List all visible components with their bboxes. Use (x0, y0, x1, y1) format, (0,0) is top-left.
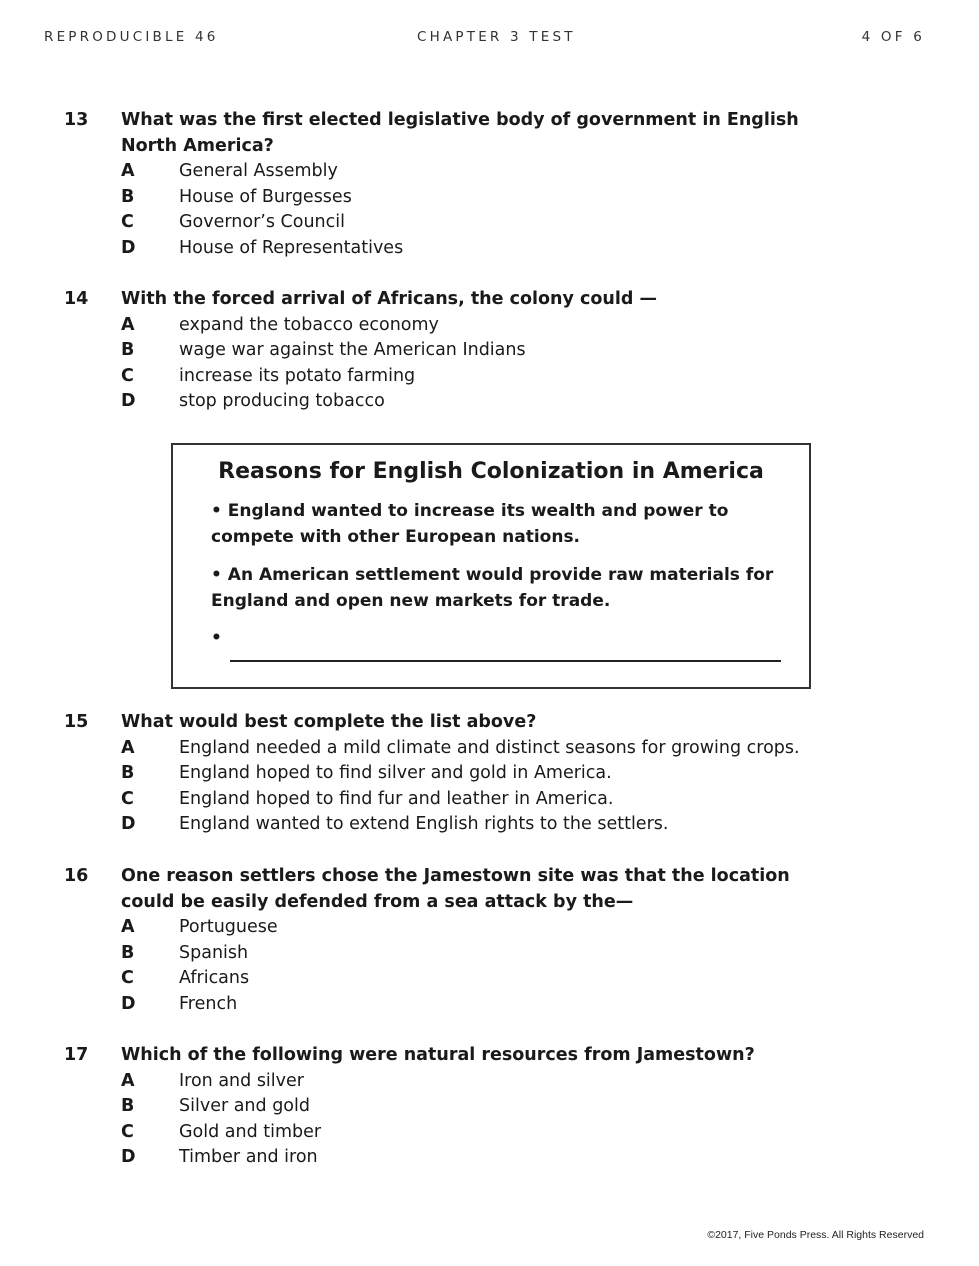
option-text: French (179, 993, 238, 1014)
option-text: Timber and iron (179, 1147, 318, 1168)
answer-blank-line (230, 660, 781, 662)
option-letter: A (121, 917, 135, 937)
option-letter: A (121, 737, 135, 758)
answer-option-d[interactable] (0, 236, 979, 262)
option-letter: A (121, 161, 135, 181)
option-text: England hoped to find fur and leather in America. (179, 788, 614, 809)
option-text: General Assembly (179, 161, 338, 181)
option-letter: D (121, 1147, 136, 1168)
header-page-number: 4 OF 6 (861, 29, 925, 45)
reasons-box-title: Reasons for English Colonization in America (218, 459, 764, 484)
answer-option-c[interactable] (0, 1120, 979, 1146)
option-letter: A (121, 314, 135, 335)
answer-option-b[interactable] (0, 1094, 979, 1120)
answer-option-b[interactable] (0, 338, 979, 364)
answer-option-a[interactable] (0, 313, 979, 339)
question-number: 16 (64, 866, 89, 886)
question-number: 14 (64, 289, 89, 309)
option-text: Silver and gold (179, 1096, 310, 1117)
question-13 (0, 108, 979, 261)
option-text: Governor’s Council (179, 212, 345, 233)
question-14 (0, 287, 979, 415)
option-letter: C (121, 788, 134, 809)
option-text: England hoped to find silver and gold in America. (179, 763, 612, 784)
option-letter: A (121, 1070, 135, 1091)
header-reproducible-label: REPRODUCIBLE 46 (44, 29, 219, 45)
question-text: One reason settlers chose the Jamestown site was that the location could be easily defended from a sea attack by the— (121, 866, 790, 912)
answer-option-d[interactable] (0, 812, 979, 838)
copyright-footer: ©2017, Five Ponds Press. All Rights Reserved (707, 1229, 924, 1241)
question-text: Which of the following were natural resources from Jamestown? (121, 1045, 755, 1065)
option-text: House of Representatives (179, 237, 404, 258)
header-chapter-title: CHAPTER 3 TEST (417, 29, 576, 45)
option-text: Portuguese (179, 917, 278, 937)
answer-option-b[interactable] (0, 941, 979, 967)
option-text: England needed a mild climate and distinct seasons for growing crops. (179, 737, 800, 758)
question-number: 17 (64, 1045, 89, 1065)
answer-option-c[interactable] (0, 364, 979, 390)
answer-option-c[interactable] (0, 210, 979, 236)
question-text: What was the first elected legislative body of government in English North America? (121, 110, 799, 156)
answer-option-a[interactable] (0, 159, 979, 185)
option-letter: C (121, 968, 134, 989)
option-text: wage war against the American Indians (179, 340, 526, 361)
answer-option-c[interactable] (0, 787, 979, 813)
answer-option-c[interactable] (0, 966, 979, 992)
option-letter: B (121, 186, 135, 207)
option-text: stop producing tobacco (179, 391, 385, 412)
answer-option-b[interactable] (0, 761, 979, 787)
option-letter: B (121, 763, 135, 784)
question-15 (0, 710, 979, 838)
option-text: House of Burgesses (179, 186, 352, 207)
option-letter: B (121, 340, 135, 361)
option-letter: C (121, 212, 134, 233)
option-letter: D (121, 237, 136, 258)
reason-bullet-1: • England wanted to increase its wealth and power to compete with other European nations. (211, 501, 729, 547)
option-letter: D (121, 391, 136, 412)
answer-option-a[interactable] (0, 915, 979, 941)
option-letter: B (121, 942, 135, 963)
answer-option-d[interactable] (0, 389, 979, 415)
option-text: England wanted to extend English rights to the settlers. (179, 814, 669, 835)
question-text: With the forced arrival of Africans, the colony could — (121, 289, 657, 309)
question-17 (0, 1043, 979, 1171)
answer-option-b[interactable] (0, 185, 979, 211)
answer-option-a[interactable] (0, 1069, 979, 1095)
reasons-box (171, 443, 811, 689)
answer-option-d[interactable] (0, 1145, 979, 1171)
option-text: Gold and timber (179, 1121, 322, 1142)
option-letter: D (121, 814, 136, 835)
option-letter: B (121, 1096, 135, 1117)
reason-bullet-2: • An American settlement would provide raw materials for England and open new markets for trade. (211, 565, 774, 611)
option-letter: C (121, 365, 134, 386)
option-text: expand the tobacco economy (179, 314, 439, 335)
option-letter: D (121, 993, 136, 1014)
option-letter: C (121, 1121, 134, 1142)
answer-option-d[interactable] (0, 992, 979, 1018)
question-16 (0, 864, 979, 1017)
answer-option-a[interactable] (0, 736, 979, 762)
question-text: What would best complete the list above? (121, 712, 537, 732)
reason-bullet-3: • (211, 628, 222, 648)
question-number: 15 (64, 712, 89, 732)
option-text: Africans (179, 968, 250, 989)
option-text: increase its potato farming (179, 365, 416, 386)
option-text: Spanish (179, 942, 249, 963)
question-number: 13 (64, 110, 89, 130)
option-text: Iron and silver (179, 1070, 304, 1091)
